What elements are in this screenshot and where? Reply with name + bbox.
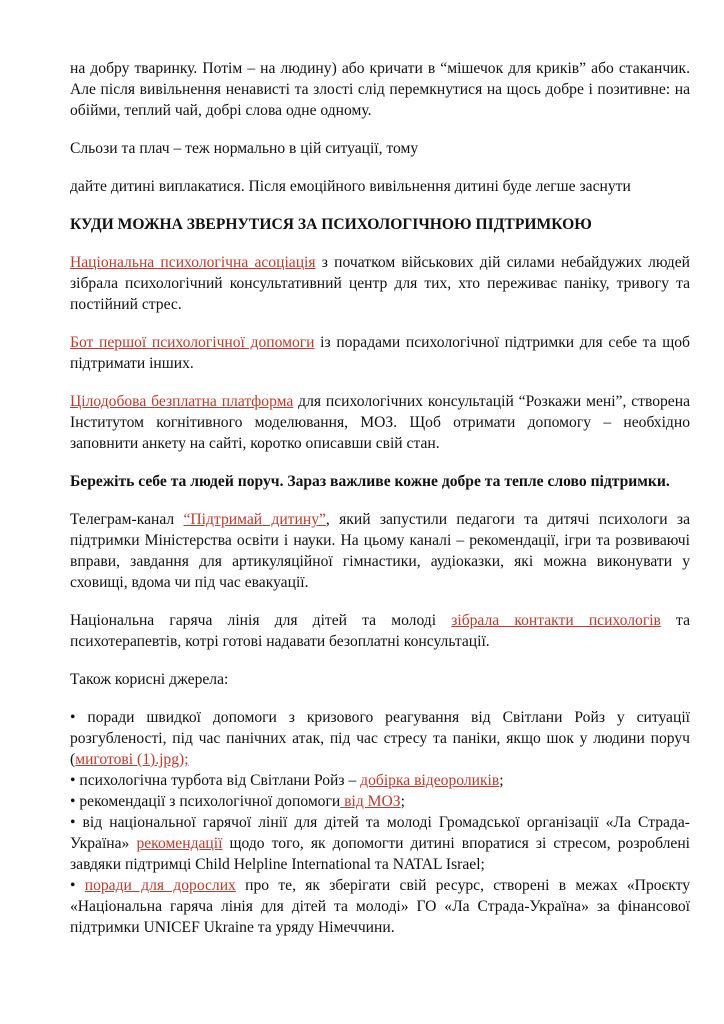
hotline-text: та психотерапевтів, котрі готові надавати безоплатні консультації. xyxy=(70,612,690,650)
list-item-text-after: щодо того, як допомогти дитині впоратися зі стресом, розроблені завдяки підтримці Child Helpline International та NATAL Israel; xyxy=(70,835,690,873)
list-item-link[interactable]: від МОЗ xyxy=(340,793,401,810)
list-item-link[interactable]: рекомендації xyxy=(136,835,223,852)
platform-link[interactable]: Цілодобова безплатна платформа xyxy=(70,393,294,410)
bot-link[interactable]: Бот першої психологічної допомоги xyxy=(70,334,315,351)
document-page xyxy=(70,58,690,938)
list-item xyxy=(70,875,690,938)
paragraph-cry: дайте дитині виплакатися. Після емоційного вивільнення дитині буде легше заснути xyxy=(70,178,631,195)
list-item xyxy=(70,770,690,791)
paragraph-bot xyxy=(70,332,690,374)
list-item xyxy=(70,791,690,812)
list-item-link[interactable]: добірка відеороликів xyxy=(360,772,500,789)
list-item-link[interactable]: миготові (1).jpg); xyxy=(75,751,189,768)
bot-text: із порадами психологічної підтримки для себе та щоб підтримати інших. xyxy=(70,334,690,372)
bullet-list xyxy=(70,707,690,938)
psychologists-contacts-link[interactable]: зібрала контакти психологів xyxy=(451,612,661,629)
telegram-text: , який запустили педагоги та дитячі психологи за підтримки Міністерства освіти і науки. На цьому каналі – рекомендації, ігри та розвиваючі вправи, завдання для артикуляційної гімнастики, аудіоказки, які можна виконувати у сховищі, вдома чи під час евакуації. xyxy=(70,511,691,591)
telegram-before: Телеграм-канал xyxy=(70,511,184,528)
paragraph-telegram xyxy=(70,509,690,593)
platform-text: для психологічних консультацій “Розкажи мені”, створена Інститутом когнітивного моделювання, МОЗ. Щоб отримати допомогу – необхідно заповнити анкету на сайті, коротко описавши свій стан. xyxy=(70,393,690,452)
association-link[interactable]: Національна психологічна асоціація xyxy=(70,254,316,271)
hotline-before: Національна гаряча лінія для дітей та молоді xyxy=(70,612,452,629)
list-item-text: • xyxy=(70,877,85,894)
list-item-text: • психологічна турбота від Світлани Ройз – xyxy=(70,772,361,789)
paragraph-intro: на добру тваринку. Потім – на людину) або кричати в “мішечок для криків” або стаканчик. Але після вивільнення ненависті та злості слід перемкнутися на щось добре і позитивне: на обійми, теплий чай, добрі слова одне одному. xyxy=(70,60,690,119)
paragraph-take-care: Бережіть себе та людей поруч. Зараз важливе кожне добре та тепле слово підтримки. xyxy=(70,473,670,490)
list-item-text: • рекомендації з психологічної допомоги xyxy=(70,793,341,810)
section-heading: КУДИ МОЖНА ЗВЕРНУТИСЯ ЗА ПСИХОЛОГІЧНОЮ ПІДТРИМКОЮ xyxy=(70,216,592,233)
list-item-text: • від національної гарячої лінії для дітей та молоді Громадської організації «Ла Страда-Україна» xyxy=(70,814,690,852)
list-item-text: • поради швидкої допомоги з кризового реагування від Світлани Ройз у ситуації розгубленості, під час панічних атак, під час стресу та паніки, якщо шок у людини поруч ( xyxy=(70,709,690,768)
paragraph-tears: Сльози та плач – теж нормально в цій ситуації, тому xyxy=(70,140,419,157)
paragraph-useful-sources: Також корисні джерела: xyxy=(70,671,229,688)
list-item-text-after: ; xyxy=(400,793,405,810)
list-item xyxy=(70,812,690,875)
paragraph-platform xyxy=(70,391,690,454)
paragraph-hotline xyxy=(70,610,690,652)
telegram-channel-link[interactable]: “Підтримай дитину” xyxy=(183,511,326,528)
list-item-text-after: про те, як зберігати свій ресурс, створені в межах «Проєкту «Національна гаряча лінія для дітей та молоді» ГО «Ла Страда-Україна» за фінансової підтримки UNICEF Ukraine та уряду Німеччини. xyxy=(70,877,691,936)
association-text: з початком військових дій силами небайдужих людей зібрала психологічний консультативний центр для тих, хто переживає паніку, тривогу та постійний стрес. xyxy=(70,254,690,313)
list-item-link[interactable]: поради для дорослих xyxy=(84,877,236,894)
paragraph-association xyxy=(70,252,690,315)
list-item-text-after: ; xyxy=(499,772,504,789)
list-item xyxy=(70,707,690,770)
